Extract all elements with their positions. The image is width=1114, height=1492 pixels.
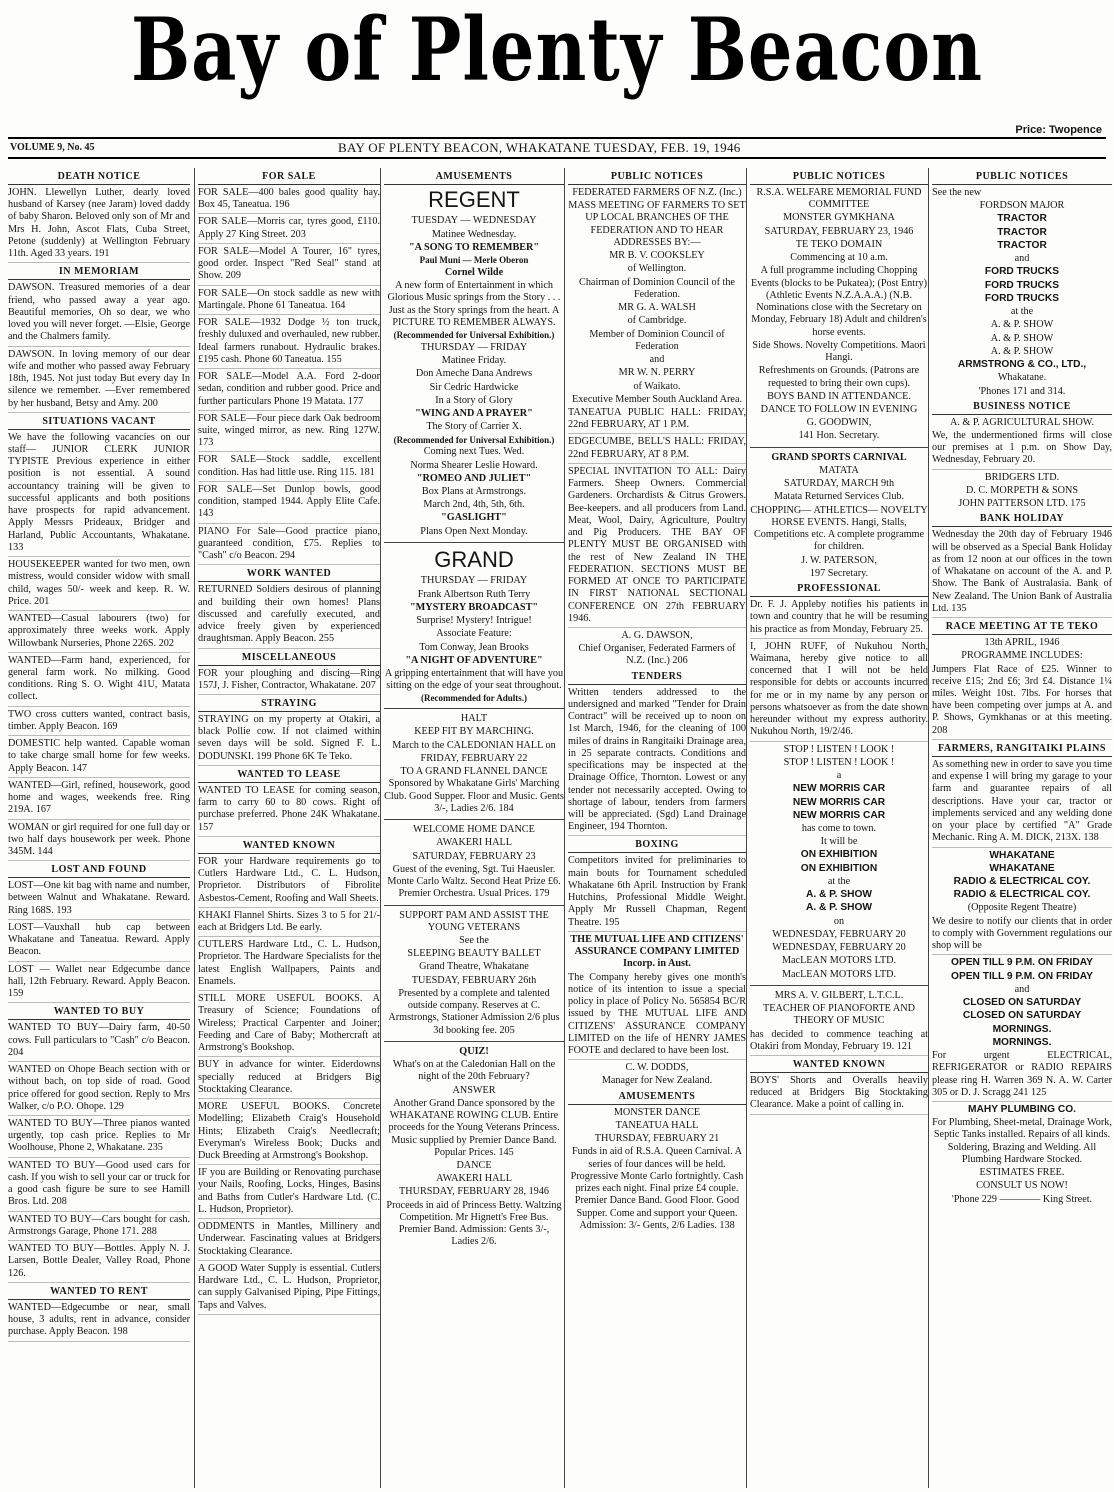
ad-line: has come to town. bbox=[801, 823, 877, 835]
ad-line: A full programme including Chopping Events (blocks to be Pukatea); (Post Entry) (Athletic Events N.Z.A.A.A.) (N.B. Nominations close with the Secretary on Monday, February 18) Adult and children's horse events. bbox=[751, 265, 927, 338]
volume-label: VOLUME 9, No. 45 bbox=[10, 142, 95, 153]
film-title: "ROMEO AND JULIET" bbox=[416, 472, 532, 484]
ad-line: Manager for New Zealand. bbox=[601, 1075, 713, 1087]
price-label: Price: Twopence bbox=[1015, 124, 1102, 136]
section-heading: WANTED TO BUY bbox=[8, 1006, 190, 1020]
ad-line: on bbox=[833, 915, 845, 927]
ad-line: Grand Theatre, Whakatane bbox=[419, 961, 529, 973]
ad-line: of Waikato. bbox=[633, 380, 681, 392]
classified-ad: FOR SALE—Set Dunlop bowls, good condition, stamped 1944. Apply Elite Cafe. 143 bbox=[198, 484, 380, 524]
ad-line: TUESDAY, FEBRUARY 26th bbox=[411, 974, 537, 986]
ad-line: Matinee Wednesday. bbox=[431, 228, 517, 240]
film-title: "GASLIGHT" bbox=[441, 512, 507, 524]
ad-line: GRAND SPORTS CARNIVAL bbox=[771, 451, 907, 463]
classified-ad: For urgent ELECTRICAL, REFRIGERATOR or RADIO REPAIRS please ring H. Warren 369 N. A. W. Carter 305 or D. J. Scragg 241 125 bbox=[932, 1050, 1112, 1102]
ad-line: It will be bbox=[820, 836, 858, 848]
ad-line: Another Grand Dance sponsored by the WHAKATANE ROWING CLUB. Entire proceeds for the Young Veterans Princess. Music supplied by Premier Dance Band. Popular Prices. 145 bbox=[388, 1097, 560, 1158]
classified-ad: PIANO For Sale—Good practice piano, guaranteed condition, £75. Replies to "Cash" c/o Beacon. 294 bbox=[198, 526, 380, 566]
ad-line: March to the CALEDONIAN HALL on bbox=[392, 739, 556, 751]
column-1 bbox=[8, 168, 193, 1488]
ad-line: Proceeds in aid of Princess Betty. Waltzing Competition. Mr Hignett's Free Bus. Premier Band. Admission: Gents 3/-, Ladies 2/6. bbox=[386, 1199, 562, 1248]
section-heading: BOXING bbox=[568, 839, 746, 853]
ad-line: OPEN TILL 9 P.M. ON FRIDAY bbox=[951, 970, 1093, 982]
ad-line: PROGRAMME INCLUDES: bbox=[961, 650, 1083, 662]
classified-ad: WOMAN or girl required for one full day or two half days housework per week. Phone 345M. 144 bbox=[8, 822, 190, 862]
ad-line: WHAKATANE bbox=[989, 849, 1055, 861]
ad-line: RADIO & ELECTRICAL COY. bbox=[953, 889, 1091, 901]
ad-line: SATURDAY, FEBRUARY 23 bbox=[412, 850, 536, 862]
ad-line: FORD TRUCKS bbox=[984, 266, 1060, 278]
ad-line: and bbox=[1014, 983, 1030, 995]
section-heading: PUBLIC NOTICES bbox=[568, 171, 746, 185]
classified-ad: KHAKI Flannel Shirts. Sizes 3 to 5 for 21/- each at Bridgers Ltd. Be early. bbox=[198, 910, 380, 937]
classified-ad: ODDMENTS in Mantles, Millinery and Underwear. Fascinating values at Bridgers Stocktaking Clearance. bbox=[198, 1221, 380, 1261]
ad-line: THURSDAY, FEBRUARY 21 bbox=[594, 1133, 720, 1145]
theatre-name: REGENT bbox=[428, 187, 520, 212]
section-heading: WANTED TO RENT bbox=[8, 1286, 190, 1300]
ad-line: MAHY PLUMBING CO. bbox=[968, 1104, 1076, 1115]
ad-line: WHAKATANE bbox=[989, 862, 1055, 874]
ad-line: Surprise! Mystery! Intrigue! bbox=[416, 615, 532, 627]
ad-line: A. & P. SHOW bbox=[805, 902, 873, 914]
classified-ad: WANTED TO BUY—Bottles. Apply N. J. Larsen, Bottle Dealer, Valley Road, Phone 126. bbox=[8, 1243, 190, 1283]
ad-line: MR B. V. COOKSLEY bbox=[609, 250, 705, 262]
classified-ad: has decided to commence teaching at Otakiri from Monday, February 19. 121 bbox=[750, 1029, 928, 1056]
ad-line: ESTIMATES FREE. bbox=[979, 1167, 1065, 1179]
classified-ad: A GOOD Water Supply is essential. Cutlers Hardware Ltd., C. L. Hudson, Proprietor, can supply Galvanised Piping, Pipe Fittings, Taps and Valves. bbox=[198, 1263, 380, 1315]
section-heading: WANTED KNOWN bbox=[750, 1059, 928, 1073]
column-2 bbox=[194, 168, 383, 1488]
ad-line: NEW MORRIS CAR bbox=[792, 809, 886, 821]
ad-line: EDGECUMBE, BELL'S HALL: FRIDAY, 22nd FEBRUARY, AT 8 P.M. bbox=[568, 436, 746, 463]
ad-line: Tom Conway, Jean Brooks bbox=[419, 641, 529, 653]
ad-line: STOP ! LISTEN ! LOOK ! bbox=[783, 743, 895, 755]
ad-line: Presented by a complete and talented outside company. Reserves at C. Armstrongs, Stationer Admission 2/6 plus 3d booking fee. 205 bbox=[388, 987, 560, 1036]
ad-line: TRACTOR bbox=[997, 226, 1047, 238]
section-heading: AMUSEMENTS bbox=[568, 1091, 746, 1105]
ad-line: Whakatane. bbox=[997, 372, 1047, 384]
column-5 bbox=[746, 168, 931, 1488]
classified-ad: As something new in order to save you time and expense I will bring my garage to your farm and guarantee repairs of all descriptions. Have your car, tractor or implements serviced and any welding done on your place by certified "A" Grade Mechanic. Ring A. M. DICK, 213X. 138 bbox=[932, 759, 1112, 848]
ad-line: Commencing at 10 a.m. bbox=[790, 252, 888, 264]
classified-ad: MORE USEFUL BOOKS. Concrete Modelling; Elizabeth Craig's Household Hints; Elizabeth Craig's Needlecraft; Everyman's Wireless Book; Ducks and Duck Breeding at Armstrong's Bookshop. bbox=[198, 1101, 380, 1165]
classified-ad: WANTED TO BUY—Cars bought for cash. Armstrongs Garage, Phone 171. 288 bbox=[8, 1214, 190, 1241]
classified-ad: WANTED TO BUY—Three pianos wanted urgently, top cash price. Replies to Mr Woolhouse, Phone 2, Whakatane. 235 bbox=[8, 1118, 190, 1158]
ad-line: THURSDAY — FRIDAY bbox=[420, 341, 528, 353]
ad-line: NEW MORRIS CAR bbox=[792, 796, 886, 808]
ad-line: RADIO & ELECTRICAL COY. bbox=[953, 876, 1091, 888]
masthead-title: Bay of Plenty Beacon bbox=[130, 0, 984, 101]
ad-line: KEEP FIT BY MARCHING. bbox=[414, 726, 534, 738]
ad-line: and bbox=[1014, 253, 1030, 265]
ad-line: Frank Albertson Ruth Terry bbox=[417, 588, 531, 600]
classified-ad: Written tenders addressed to the undersigned and marked "Tender for Drain Contract" will be received up to noon on 1st March, 1946, for the cleaning of 100 miles of drains in Rangitaiki Drainage area, in 25 separate contracts. Conditions and specifications may be inspected at the Drainage Office, Thornton. Lowest or any tender not necessarily accepted. Owing to shortage of labour, tenders from farmers will be appreciated. (Sgd) Land Drainage Engineer, 194 Thornton. bbox=[568, 687, 746, 837]
classified-ad: Dr. F. J. Appleby notifies his patients in town and country that he will be resuming his practice as from Monday, February 25. bbox=[750, 599, 928, 639]
ad-line: BRIDGERS LTD. bbox=[984, 471, 1060, 483]
section-heading: STRAYING bbox=[198, 698, 380, 712]
publication-line: BAY OF PLENTY BEACON, WHAKATANE TUESDAY, FEB. 19, 1946 bbox=[338, 140, 741, 155]
divider bbox=[384, 819, 564, 820]
divider bbox=[750, 447, 928, 448]
ad-line: at the bbox=[1010, 306, 1034, 318]
section-heading: SITUATIONS VACANT bbox=[8, 416, 190, 430]
classified-ad: FOR SALE—400 bales good quality hay. Box 45, Taneatua. 196 bbox=[198, 187, 380, 214]
column-4 bbox=[564, 168, 749, 1488]
ad-line: SATURDAY, MARCH 9th bbox=[783, 478, 895, 490]
ad-line: DANCE bbox=[456, 1159, 492, 1171]
ad-line: Refreshments on Grounds. (Patrons are requested to bring their own cups). bbox=[758, 365, 920, 389]
ad-line: MacLEAN MOTORS LTD. bbox=[781, 955, 897, 967]
ad-line: TO A GRAND FLANNEL DANCE Sponsored by Whakatane Girls' Marching Club. Good Supper. Floor and Music. Gents 3/-, Ladies 2/6. 184 bbox=[384, 766, 564, 814]
ad-line: March 2nd, 4th, 5th, 6th. bbox=[423, 499, 525, 511]
ad-line: 141 Hon. Secretary. bbox=[798, 430, 880, 442]
ad-line: THURSDAY, FEBRUARY 28, 1946 bbox=[399, 1186, 549, 1198]
film-title: "WING AND A PRAYER" bbox=[415, 408, 533, 420]
divider bbox=[750, 985, 928, 986]
ad-line: of Wellington. bbox=[627, 263, 687, 275]
classified-ad: STILL MORE USEFUL BOOKS. A Treasury of Science; Foundations of Wireless; Practical Carpenter and Joiner; Feeding and Care of Baby; Mothercraft at Armstrong's Bookshop. bbox=[198, 993, 380, 1057]
ad-line: 'Phone 229 ———— King Street. bbox=[951, 1193, 1093, 1205]
ad-line: Cornel Wilde bbox=[444, 266, 504, 278]
ad-line: WEDNESDAY, FEBRUARY 20 bbox=[772, 942, 906, 954]
ad-line: OPEN TILL 9 P.M. ON FRIDAY bbox=[951, 957, 1093, 969]
ad-line: CONSULT US NOW! bbox=[976, 1180, 1068, 1192]
ad-line: TANEATUA PUBLIC HALL: FRIDAY, 22nd FEBRUARY, AT 1 P.M. bbox=[568, 407, 746, 434]
classified-ad: We desire to notify our clients that in order to comply with Government regulations our shop will be bbox=[932, 916, 1112, 956]
ad-line: SLEEPING BEAUTY BALLET bbox=[407, 948, 541, 960]
classified-ad: IF you are Building or Renovating purchase your Nails, Roofing, Locks, Hinges, Basins and Baths from Cutler's Hardware Ltd. (C. L. Hudson, Proprietor). bbox=[198, 1167, 380, 1219]
ad-line: CHOPPING— ATHLETICS— NOVELTY HORSE EVENTS. Hangi, Stalls, Competitions etc. A complete programme for children. bbox=[750, 504, 928, 553]
classified-ad: Jumpers Flat Race of £25. Winner to receive £15; 2nd £6; 3rd £4. Distance 1¼ miles. Weight 10st. 7lbs. For horses that have been competing over jumps at A. and P. Shows, Gymkhanas or at this meeting. 208 bbox=[932, 664, 1112, 740]
ad-line: J. W. PATERSON, bbox=[801, 554, 877, 566]
ad-line: MR W. N. PERRY bbox=[618, 367, 696, 379]
ad-line: A. & P. SHOW bbox=[805, 889, 873, 901]
classified-ad: FOR SALE—On stock saddle as new with Martingale. Phone 61 Taneatua. 164 bbox=[198, 288, 380, 315]
ad-line: CLOSED ON SATURDAY bbox=[962, 1010, 1082, 1022]
classified-ad: WANTED—Casual labourers (two) for approximately three weeks work. Apply Willowbank Nurseries, Phone 226S. 202 bbox=[8, 613, 190, 653]
ad-line: SPECIAL INVITATION TO ALL: Dairy Farmers. Sheep Owners. Commercial Gardeners. Orchardists & Citrus Growers. Bee-keepers. and all producers from Land. Meat, Wool, Dairy, Agriculture, Poultry and Pig Producers. THE BAY OF PLENTY MUST BE ORGANISED with the rest of New Zealand IN THE FEDERATION. SECTIONS MUST BE FORMED AT ONCE TO PARTICIPATE IN FIRST NATIONAL SECTIONAL CONFERENCE ON 27th FEBRUARY 1946. bbox=[568, 466, 746, 628]
section-heading: FARMERS, RANGITAIKI PLAINS bbox=[932, 743, 1112, 757]
ad-line: Matata Returned Services Club. bbox=[773, 491, 905, 503]
classified-ad: BOYS' Shorts and Overalls heavily reduced at Bridgers Big Stocktaking Clearance. Make a point of calling in. bbox=[750, 1075, 928, 1115]
classified-ad: FOR your ploughing and discing—Ring 157J, J. Fisher, Contractor, Whakatane. 207 bbox=[198, 668, 380, 695]
section-heading: LOST AND FOUND bbox=[8, 864, 190, 878]
ad-line: Chairman of Dominion Council of the Federation. bbox=[579, 276, 735, 300]
ad-line: MONSTER DANCE bbox=[613, 1106, 701, 1118]
section-heading: PUBLIC NOTICES bbox=[750, 171, 928, 185]
film-title: "A SONG TO REMEMBER" bbox=[408, 241, 540, 253]
ad-line: In a Story of Glory bbox=[435, 394, 513, 406]
ad-line: Side Shows. Novelty Competitions. Maori Hangi. bbox=[752, 339, 926, 364]
ad-line: Chief Organiser, Federated Farmers of N.Z. (Inc.) 206 bbox=[578, 643, 736, 667]
section-heading: PUBLIC NOTICES bbox=[932, 171, 1112, 185]
ad-line: C. W. DODDS, bbox=[625, 1062, 689, 1074]
classified-ad: BUY in advance for winter. Eiderdowns specially reduced at Bridgers Big Stocktaking Clearance. bbox=[198, 1059, 380, 1099]
divider bbox=[384, 708, 564, 709]
ad-line: MRS A. V. GILBERT, L.T.C.L. bbox=[774, 989, 904, 1001]
ad-line: CLOSED ON SATURDAY bbox=[962, 997, 1082, 1009]
section-heading: DEATH NOTICE bbox=[8, 171, 190, 185]
ad-line: AWAKERI HALL bbox=[436, 837, 512, 849]
ad-line: THURSDAY — FRIDAY bbox=[420, 575, 528, 587]
classified-ad: The Company hereby gives one month's notice of its intention to issue a special policy in place of Policy No. 565854 BC/R issued by THE MUTUAL LIFE AND CITIZENS' ASSURANCE COMPANY LIMITED on the life of HENRY JAMES FOOTE and declared to have been lost. bbox=[568, 972, 746, 1061]
ad-line: MORNINGS. bbox=[992, 1036, 1052, 1048]
classified-ad: WANTED—Farm hand, experienced, for general farm work. No milking. Good conditions. Ring S. O. Wight 41U, Matata collect. bbox=[8, 655, 190, 707]
ad-line: FORDSON MAJOR bbox=[979, 200, 1065, 212]
divider bbox=[384, 905, 564, 906]
ad-line: TUESDAY — WEDNESDAY bbox=[411, 215, 537, 227]
classified-ad: FOR SALE—Four piece dark Oak bedroom suite, winged mirror, as new. Ring 127W. 173 bbox=[198, 413, 380, 453]
ad-line: (Recommended for Adults.) bbox=[420, 693, 528, 704]
ad-line: MATATA bbox=[819, 464, 859, 476]
classified-ad: FOR SALE—Model A.A. Ford 2-door sedan, condition and rubber good. Price and further particulars Phone 19 Matata. 177 bbox=[198, 371, 380, 411]
ad-line: HALT bbox=[460, 713, 488, 725]
theatre-name: GRAND bbox=[434, 546, 514, 572]
ad-line: STOP ! LISTEN ! LOOK ! bbox=[783, 756, 895, 768]
ad-line: Norma Shearer Leslie Howard. bbox=[410, 459, 538, 471]
film-title: "A NIGHT OF ADVENTURE" bbox=[405, 654, 543, 666]
ad-line: a bbox=[836, 770, 842, 782]
ad-line: SUPPORT PAM AND ASSIST THE YOUNG VETERANS bbox=[399, 909, 549, 933]
ad-line: Don Ameche Dana Andrews bbox=[415, 368, 533, 380]
ad-line: MASS MEETING OF FARMERS TO SET UP LOCAL BRANCHES OF THE FEDERATION AND TO HEAR ADDRESSES BY:— bbox=[568, 200, 746, 248]
ad-line: Funds in aid of R.S.A. Queen Carnival. A series of four dances will be held. Progressive Monte Carlo fortnightly. Cash prizes each night. Final prize £4 couple. Premier Dance Band. Good Floor. Good Supper. Come and support your Queen. Admission: 3/- Gents, 2/6 Ladies. 138 bbox=[570, 1146, 744, 1231]
ad-line: ARMSTRONG & CO., LTD., bbox=[957, 359, 1087, 371]
classified-ad: WANTED TO BUY—Good used cars for cash. If you wish to sell your car or truck for a good cash figure be sure to see Hamill Bros. Ltd. 208 bbox=[8, 1160, 190, 1212]
dateline bbox=[8, 137, 1106, 159]
ad-line: TRACTOR bbox=[997, 213, 1047, 225]
section-heading: PROFESSIONAL bbox=[750, 583, 928, 597]
ad-line: MR G. A. WALSH bbox=[618, 302, 696, 314]
masthead bbox=[0, 0, 1114, 136]
section-heading: BUSINESS NOTICE bbox=[932, 401, 1112, 415]
film-title: "MYSTERY BROADCAST" bbox=[409, 601, 539, 613]
section-heading: WANTED KNOWN bbox=[198, 840, 380, 854]
section-heading: TENDERS bbox=[568, 671, 746, 685]
ad-line: AWAKERI HALL bbox=[436, 1173, 512, 1185]
ad-line: DANCE TO FOLLOW IN EVENING bbox=[760, 403, 918, 415]
ad-line: TE TEKO DOMAIN bbox=[795, 238, 883, 250]
ad-line: A. & P. SHOW bbox=[990, 332, 1054, 344]
ad-line: FORD TRUCKS bbox=[984, 292, 1060, 304]
ad-line: Box Plans at Armstrongs. bbox=[421, 486, 527, 497]
classified-ad: I, JOHN RUFF, of Nukuhou North, Waimana, hereby give notice to all concerned that I will not be held responsible for debts or accounts incurred for me or in my name by any person or persons whatsoever as from the date shown hereunder without my express authority. Nukuhou North, 19/2/46. bbox=[750, 641, 928, 742]
ad-line: FORD TRUCKS bbox=[984, 279, 1060, 291]
divider bbox=[384, 542, 564, 543]
ad-line: Sir Cedric Hardwicke bbox=[429, 381, 519, 393]
ad-line: and bbox=[649, 354, 665, 366]
ad-line: TEACHER OF PIANOFORTE AND THEORY OF MUSIC bbox=[763, 1003, 915, 1027]
classified-ad: FOR SALE—Model A Tourer, 16" tyres, good order. Inspect "Red Seal" stand at Show. 209 bbox=[198, 246, 380, 286]
column-3 bbox=[380, 168, 567, 1488]
ad-line: G. GOODWIN, bbox=[806, 417, 872, 429]
ad-line: A gripping entertainment that will have you sitting on the edge of your seat throughout. bbox=[384, 667, 564, 692]
section-heading: FOR SALE bbox=[198, 171, 380, 185]
section-heading: RACE MEETING AT TE TEKO bbox=[932, 621, 1112, 635]
ad-line: Executive Member South Auckland Area. bbox=[571, 393, 743, 405]
divider bbox=[384, 1041, 564, 1042]
section-heading: IN MEMORIAM bbox=[8, 266, 190, 280]
ad-line: BOYS BAND IN ATTENDANCE. bbox=[767, 390, 911, 402]
ad-line: D. C. MORPETH & SONS bbox=[965, 484, 1079, 496]
classified-ad: TWO cross cutters wanted, contract basis, timber. Apply Beacon. 169 bbox=[8, 709, 190, 736]
ad-line: Plans Open Next Monday. bbox=[420, 525, 528, 537]
ad-line: ON EXHIBITION bbox=[800, 862, 878, 874]
ad-line: SATURDAY, FEBRUARY 23, 1946 bbox=[764, 225, 914, 237]
ad-line: Member of Dominion Council of Federation bbox=[589, 328, 725, 352]
ad-line: 'Phones 171 and 314. bbox=[978, 385, 1066, 397]
ad-line: The Story of Carrier X. bbox=[426, 421, 522, 433]
ad-line: FRIDAY, FEBRUARY 22 bbox=[420, 752, 528, 764]
ad-line: NEW MORRIS CAR bbox=[792, 783, 886, 795]
ad-line: QUIZ! bbox=[459, 1045, 489, 1057]
classified-ad: WANTED—Girl, refined, housework, good home and wages, weekends free. Ring 219A. 167 bbox=[8, 780, 190, 820]
columns bbox=[8, 168, 1112, 1488]
classified-ad: WANTED on Ohope Beach section with or without bach, on top side of road. Good price offered for good section. Reply to Mrs Walker, c/o P.O. Ohope. 129 bbox=[8, 1064, 190, 1116]
classified-ad: FOR your Hardware requirements go to Cutlers Hardware Ltd., C. L. Hudson, Proprietor. Distributors of Fibrolite Asbestos-Cement, Roofing and Wall Sheets. bbox=[198, 856, 380, 908]
ad-line: A. G. DAWSON, bbox=[621, 629, 693, 641]
ad-line: JOHN PATTERSON LTD. 175 bbox=[958, 498, 1086, 510]
classified-ad: FOR SALE—Morris car, tyres good, £110. Apply 27 King Street. 203 bbox=[198, 216, 380, 243]
ad-line: MacLEAN MOTORS LTD. bbox=[781, 968, 897, 980]
classified-ad: HOUSEKEEPER wanted for two men, own mistress, would consider widow with small child, wages 50/- week and keep. R. W. Price. 201 bbox=[8, 559, 190, 611]
ad-line: See the new bbox=[932, 187, 982, 198]
section-heading: BANK HOLIDAY bbox=[932, 513, 1112, 527]
classified-ad: Wednesday the 20th day of February 1946 will be observed as a Special Bank Holiday as from 12 noon at our offices in the town of Whakatane on account of the A. and P. Show. The Bank of Australasia. Bank of New Zealand. The Union Bank of Australia Ltd. 135 bbox=[932, 529, 1112, 618]
ad-line: (Recommended for Universal Exhibition.) bbox=[393, 434, 555, 445]
section-heading: WANTED TO LEASE bbox=[198, 769, 380, 783]
ad-line: FEDERATED FARMERS OF N.Z. (Inc.) bbox=[572, 187, 742, 198]
ad-line: ON EXHIBITION bbox=[800, 849, 878, 861]
ad-line: A. & P. SHOW bbox=[990, 319, 1054, 331]
section-heading: WORK WANTED bbox=[198, 568, 380, 582]
ad-line: Guest of the evening, Sgt. Tui Haeusler. Monte Carlo Waltz. Second Heat Prize £6. Premier Orchestra. Usual Prices. 179 bbox=[387, 863, 561, 900]
ad-line: Matinee Friday. bbox=[441, 355, 507, 367]
classified-ad: We, the undermentioned firms will close our premises at 1 p.m. on Show Day, Wednesday, February 20. bbox=[932, 430, 1112, 470]
ad-line: (Opposite Regent Theatre) bbox=[967, 902, 1077, 914]
ad-line: What's on at the Caledonian Hall on the night of the 20th February? bbox=[392, 1059, 556, 1083]
ad-line: of Cambridge. bbox=[627, 315, 687, 327]
ad-line: A new form of Entertainment in which Glorious Music springs from the Story . . . Just as the Story springs from the heart. A PICTURE TO REMEMBER ALWAYS. bbox=[387, 280, 561, 328]
ad-line: WEDNESDAY, FEBRUARY 20 bbox=[772, 928, 906, 940]
ad-line: A. & P. SHOW bbox=[990, 345, 1054, 357]
classified-ad: Competitors invited for preliminaries to main bouts for Tournament scheduled Whakatane 6th April. Instruction by Frank Hutchins, Professional Middle Weight. Apply Mr Russell Chapman, Regent Theatre. 195 bbox=[568, 855, 746, 931]
classified-ad: FOR SALE—1932 Dodge ½ ton truck, freshly duluxed and overhauled, new rubber. Ideal farmers runabout. Hydraulic brakes. £195 cash. Phone 60 Taneatua. 155 bbox=[198, 317, 380, 369]
classified-ad: LOST — Wallet near Edgecumbe dance hall, 12th February. Reward. Apply Beacon. 159 bbox=[8, 964, 190, 1004]
ad-line: Coming next Tues. Wed. bbox=[423, 446, 525, 458]
ad-line: MONSTER GYMKHANA bbox=[783, 212, 895, 224]
ad-line: WELCOME HOME DANCE bbox=[413, 824, 535, 836]
ad-line: 197 Secretary. bbox=[809, 567, 869, 579]
ad-line: ANSWER bbox=[452, 1084, 496, 1096]
classified-ad: WANTED TO BUY—Dairy farm, 40-50 cows. Full particulars to "Cash" c/o Beacon. 204 bbox=[8, 1022, 190, 1062]
classified-ad: We have the following vacancies on our staff— JUNIOR CLERK JUNIOR TYPISTE Previous experience in either position is not essential. A sound accountancy training will be given to successful applicants and both positions have prospects for rapid advancement. Apply Messrs Prideaux, Bridger and Harland, Public Accountants, Whakatane. 133 bbox=[8, 432, 190, 557]
ad-line: at the bbox=[827, 875, 851, 887]
column-6 bbox=[928, 168, 1114, 1488]
ad-line: R.S.A. WELFARE MEMORIAL FUND COMMITTEE bbox=[756, 187, 922, 211]
classified-ad: DAWSON. In loving memory of our dear wife and mother who passed away February 18th, 1945. Not just today But every day In silence we remember. —Ever remembered by her husband, Betsy and Amy. 200 bbox=[8, 349, 190, 413]
ad-line: A. & P. AGRICULTURAL SHOW. bbox=[949, 416, 1095, 428]
classified-ad: CUTLERS Hardware Ltd., C. L. Hudson, Proprietor. The Hardware Specialists for the latest English Wallpapers, Paints and Enamels. bbox=[198, 939, 380, 991]
section-heading: AMUSEMENTS bbox=[384, 171, 564, 185]
classified-ad: LOST—One kit bag with name and number, between Walnut and Whakatane. Reward. Ring 168S. 193 bbox=[8, 880, 190, 920]
ad-line: Associate Feature: bbox=[436, 628, 512, 640]
section-heading: MISCELLANEOUS bbox=[198, 652, 380, 666]
ad-line: TRACTOR bbox=[997, 239, 1047, 251]
ad-line: TANEATUA HALL bbox=[615, 1119, 699, 1131]
classified-ad: FOR SALE—Stock saddle, excellent condition. Has had little use. Ring 115. 181 bbox=[198, 454, 380, 481]
classified-ad: JOHN. Llewellyn Luther, dearly loved husband of Karsey (nee Jaram) loved daddy of baby Sharon. Beloved only son of Mr and Mrs H. John, Ascot Flats, Cuba Street, Petone (suddenly) at Wellington February 11th. Aged 33 years. 191 bbox=[8, 187, 190, 263]
ad-line: For Plumbing, Sheet-metal, Drainage Work, Septic Tanks installed. Repairs of all kinds. Soldering, Brazing and Welding. All Plumbing Hardware Stocked. bbox=[932, 1117, 1112, 1165]
ad-line: See the bbox=[459, 934, 489, 946]
classified-ad: DAWSON. Treasured memories of a dear friend, who passed away a year ago. Beautiful memories, Oh so dear, we who loved you will never forget. —Elsie, George and the Chalmers family. bbox=[8, 282, 190, 346]
classified-ad: WANTED TO LEASE for coming season, farm to carry 60 to 80 cows. Right of purchase preferred. Phone 24K Whakatane. 157 bbox=[198, 785, 380, 837]
ad-line: 13th APRIL, 1946 bbox=[984, 637, 1060, 649]
ad-line: MORNINGS. bbox=[992, 1023, 1052, 1035]
classified-ad: LOST—Vauxhall hub cap between Whakatane and Taneatua. Reward. Apply Beacon. bbox=[8, 922, 190, 962]
ad-line: Paul Muni — Merle Oberon bbox=[419, 255, 529, 266]
classified-ad: RETURNED Soldiers desirous of planning and building their own homes! Plans discussed and carefully executed, and advice freely given by experienced draughtsman. Apply Beacon. 255 bbox=[198, 584, 380, 648]
classified-ad: DOMESTIC help wanted. Capable woman to take charge small home for few weeks. Apply Beacon. 147 bbox=[8, 738, 190, 778]
classified-ad: STRAYING on my property at Otakiri, a black Pollie cow. If not claimed within seven days will be sold. Signed F. L. DODUNSKI. 199 Phone 6K Te Teko. bbox=[198, 714, 380, 766]
classified-ad: WANTED—Edgecumbe or near, small house, 3 adults, rent in advance, consider purchase. Apply Beacon. 198 bbox=[8, 1302, 190, 1342]
ad-line: THE MUTUAL LIFE AND CITIZENS' ASSURANCE COMPANY LIMITED Incorp. in Aust. bbox=[570, 933, 744, 970]
ad-line: (Recommended for Universal Exhibition.) bbox=[393, 330, 555, 341]
